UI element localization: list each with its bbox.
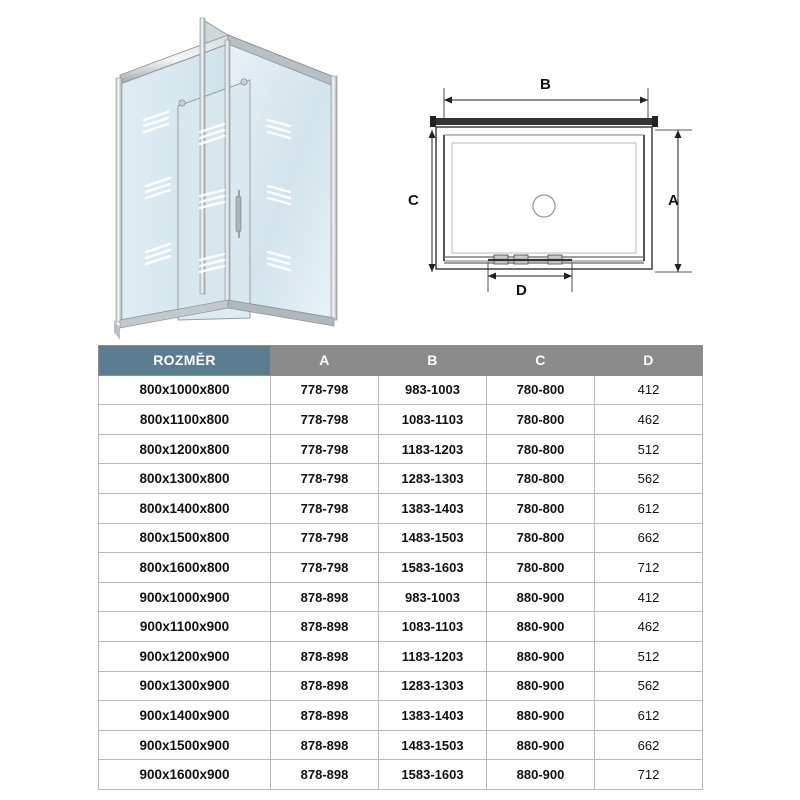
cell-size: 800x1100x800 <box>99 405 271 435</box>
cell-size: 800x1200x800 <box>99 434 271 464</box>
table-row <box>99 553 703 583</box>
cell-dimension-a: 778-798 <box>271 434 379 464</box>
cell-dimension-d: 662 <box>595 730 703 760</box>
cell-dimension-b: 1083-1103 <box>379 405 487 435</box>
specification-table <box>98 345 703 790</box>
cell-dimension-c: 780-800 <box>487 405 595 435</box>
cell-dimension-c: 780-800 <box>487 375 595 405</box>
dimension-c-arrow <box>429 130 436 272</box>
column-header-a: A <box>271 346 379 376</box>
cell-size: 900x1600x900 <box>99 760 271 790</box>
cell-dimension-b: 1283-1303 <box>379 671 487 701</box>
cell-dimension-a: 778-798 <box>271 375 379 405</box>
table-header-row <box>99 346 703 376</box>
perspective-view <box>114 18 337 340</box>
cell-dimension-d: 412 <box>595 582 703 612</box>
table-row <box>99 405 703 435</box>
cell-size: 900x1500x900 <box>99 730 271 760</box>
cell-dimension-d: 462 <box>595 612 703 642</box>
cell-dimension-c: 880-900 <box>487 641 595 671</box>
cell-dimension-a: 778-798 <box>271 523 379 553</box>
table-row <box>99 523 703 553</box>
cell-size: 800x1300x800 <box>99 464 271 494</box>
cell-dimension-b: 1383-1403 <box>379 701 487 731</box>
cell-dimension-b: 1483-1503 <box>379 730 487 760</box>
table-row <box>99 760 703 790</box>
cell-dimension-c: 780-800 <box>487 553 595 583</box>
cell-dimension-b: 1583-1603 <box>379 760 487 790</box>
cell-size: 800x1500x800 <box>99 523 271 553</box>
illustration-svg <box>0 0 800 345</box>
cell-dimension-c: 880-900 <box>487 612 595 642</box>
cell-dimension-d: 662 <box>595 523 703 553</box>
column-header-rozmer: ROZMĚR <box>99 346 271 376</box>
cell-dimension-d: 412 <box>595 375 703 405</box>
dimension-label-a: A <box>668 192 679 209</box>
dimension-label-b: B <box>540 76 551 93</box>
cell-dimension-a: 878-898 <box>271 701 379 731</box>
cell-dimension-d: 562 <box>595 671 703 701</box>
cell-dimension-c: 880-900 <box>487 671 595 701</box>
table-row <box>99 641 703 671</box>
cell-dimension-a: 878-898 <box>271 730 379 760</box>
cell-dimension-d: 512 <box>595 641 703 671</box>
cell-dimension-a: 878-898 <box>271 760 379 790</box>
cell-dimension-b: 1483-1503 <box>379 523 487 553</box>
cell-size: 800x1000x800 <box>99 375 271 405</box>
cell-dimension-a: 778-798 <box>271 405 379 435</box>
cell-dimension-c: 880-900 <box>487 582 595 612</box>
cell-size: 900x1000x900 <box>99 582 271 612</box>
cell-dimension-c: 780-800 <box>487 523 595 553</box>
table-row <box>99 612 703 642</box>
specification-table-wrapper <box>98 345 702 790</box>
cell-dimension-d: 712 <box>595 553 703 583</box>
table-row <box>99 582 703 612</box>
cell-dimension-c: 780-800 <box>487 464 595 494</box>
table-row <box>99 464 703 494</box>
table-row <box>99 493 703 523</box>
plan-view <box>429 88 693 292</box>
dimension-label-d: D <box>516 282 527 299</box>
cell-dimension-d: 512 <box>595 434 703 464</box>
cell-dimension-d: 612 <box>595 701 703 731</box>
cell-dimension-b: 1183-1203 <box>379 434 487 464</box>
cell-dimension-a: 778-798 <box>271 464 379 494</box>
dimension-label-c: C <box>408 192 419 209</box>
table-row <box>99 701 703 731</box>
cell-dimension-b: 983-1003 <box>379 582 487 612</box>
table-row <box>99 730 703 760</box>
cell-dimension-c: 880-900 <box>487 760 595 790</box>
cell-dimension-b: 983-1003 <box>379 375 487 405</box>
cell-dimension-d: 612 <box>595 493 703 523</box>
column-header-b: B <box>379 346 487 376</box>
cell-dimension-c: 880-900 <box>487 730 595 760</box>
cell-dimension-a: 878-898 <box>271 582 379 612</box>
cell-size: 900x1200x900 <box>99 641 271 671</box>
cell-dimension-c: 780-800 <box>487 434 595 464</box>
cell-dimension-d: 562 <box>595 464 703 494</box>
cell-size: 900x1400x900 <box>99 701 271 731</box>
cell-size: 800x1600x800 <box>99 553 271 583</box>
cell-dimension-a: 878-898 <box>271 671 379 701</box>
table-header <box>99 346 703 376</box>
cell-size: 900x1100x900 <box>99 612 271 642</box>
table-row <box>99 434 703 464</box>
cell-dimension-b: 1283-1303 <box>379 464 487 494</box>
cell-dimension-b: 1383-1403 <box>379 493 487 523</box>
dimension-d-arrow <box>488 262 572 292</box>
cell-dimension-a: 878-898 <box>271 612 379 642</box>
cell-size: 800x1400x800 <box>99 493 271 523</box>
cell-dimension-c: 880-900 <box>487 701 595 731</box>
cell-dimension-a: 878-898 <box>271 641 379 671</box>
cell-dimension-b: 1183-1203 <box>379 641 487 671</box>
cell-dimension-d: 462 <box>595 405 703 435</box>
dimension-b-arrow <box>444 88 648 122</box>
column-header-c: C <box>487 346 595 376</box>
product-illustrations <box>0 0 800 345</box>
table-body <box>99 375 703 789</box>
cell-dimension-d: 712 <box>595 760 703 790</box>
table-row <box>99 375 703 405</box>
column-header-d: D <box>595 346 703 376</box>
table-row <box>99 671 703 701</box>
cell-size: 900x1300x900 <box>99 671 271 701</box>
cell-dimension-a: 778-798 <box>271 493 379 523</box>
cell-dimension-b: 1583-1603 <box>379 553 487 583</box>
cell-dimension-c: 780-800 <box>487 493 595 523</box>
cell-dimension-a: 778-798 <box>271 553 379 583</box>
cell-dimension-b: 1083-1103 <box>379 612 487 642</box>
